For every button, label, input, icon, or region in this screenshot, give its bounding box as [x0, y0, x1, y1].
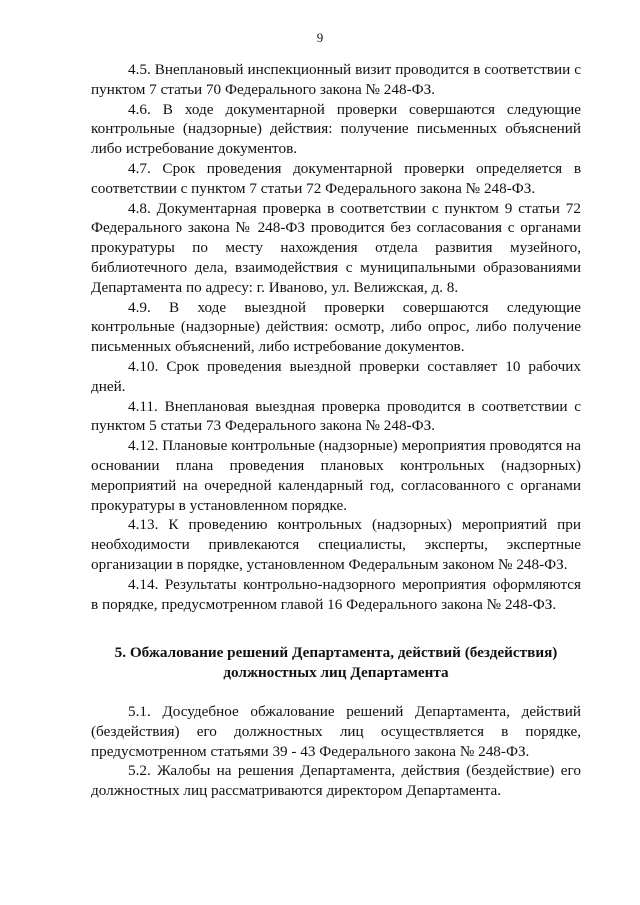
paragraph-4-9: 4.9. В ходе выездной проверки совершаются следующие контрольные (надзорные) действия: осмотр, либо опрос, либо получение письменных объяснений, либо истребование документов.: [91, 298, 581, 356]
page-number: 9: [316, 30, 324, 45]
section-5-heading: [91, 643, 581, 683]
paragraph-5-2: 5.2. Жалобы на решения Департамента, действия (бездействие) его должностных лиц рассматриваются директором Департамента.: [91, 762, 581, 800]
paragraph-4-10: 4.10. Срок проведения выездной проверки составляет 10 рабочих дней.: [91, 357, 581, 395]
paragraph-4-8: 4.8. Документарная проверка в соответствии с пунктом 9 статьи 72 Федерального закона № 248-ФЗ проводится без согласования с органами прокуратуры по месту нахождения отдела развития музейного, библиотечного дела, взаимодействия с муниципальными образованиями Департамента по адресу: г. Иваново, ул. Велижская, д. 8.: [91, 199, 581, 296]
paragraph-4-14: 4.14. Результаты контрольно-надзорного мероприятия оформляются в порядке, предусмотренном главой 16 Федерального закона № 248-ФЗ.: [91, 575, 581, 613]
document-body: [91, 60, 581, 801]
paragraph-4-12: 4.12. Плановые контрольные (надзорные) мероприятия проводятся на основании плана проведения плановых контрольных (надзорных) мероприятий на очередной календарный год, согласованного с органами прокуратуры в установленном порядке.: [91, 437, 581, 514]
section-5-heading-line-1: 5. Обжалование решений Департамента, действий (бездействия): [114, 644, 558, 662]
section-5-body: [91, 702, 581, 801]
paragraph-4-7: 4.7. Срок проведения документарной проверки определяется в соответствии с пунктом 7 статьи 72 Федерального закона № 248-ФЗ.: [91, 159, 581, 197]
paragraph-4-6: 4.6. В ходе документарной проверки совершаются следующие контрольные (надзорные) действия: получение письменных объяснений либо истребование документов.: [91, 100, 581, 158]
section-5-heading-line-2: должностных лиц Департамента: [223, 664, 449, 682]
paragraph-4-13: 4.13. К проведению контрольных (надзорных) мероприятий при необходимости привлекаются специалисты, эксперты, экспертные организации в порядке, установленном Федеральным законом № 248-ФЗ.: [91, 516, 581, 573]
paragraph-5-1: 5.1. Досудебное обжалование решений Департамента, действий (бездействия) его должностных лиц осуществляется в порядке, предусмотренном статьями 39 - 43 Федерального закона № 248-ФЗ.: [91, 702, 581, 760]
paragraph-4-5: 4.5. Внеплановый инспекционный визит проводится в соответствии с пунктом 7 статьи 70 Федерального закона № 248-ФЗ.: [91, 61, 581, 98]
paragraph-4-11: 4.11. Внеплановая выездная проверка проводится в соответствии с пунктом 5 статьи 73 Федерального закона № 248-ФЗ.: [91, 397, 581, 435]
